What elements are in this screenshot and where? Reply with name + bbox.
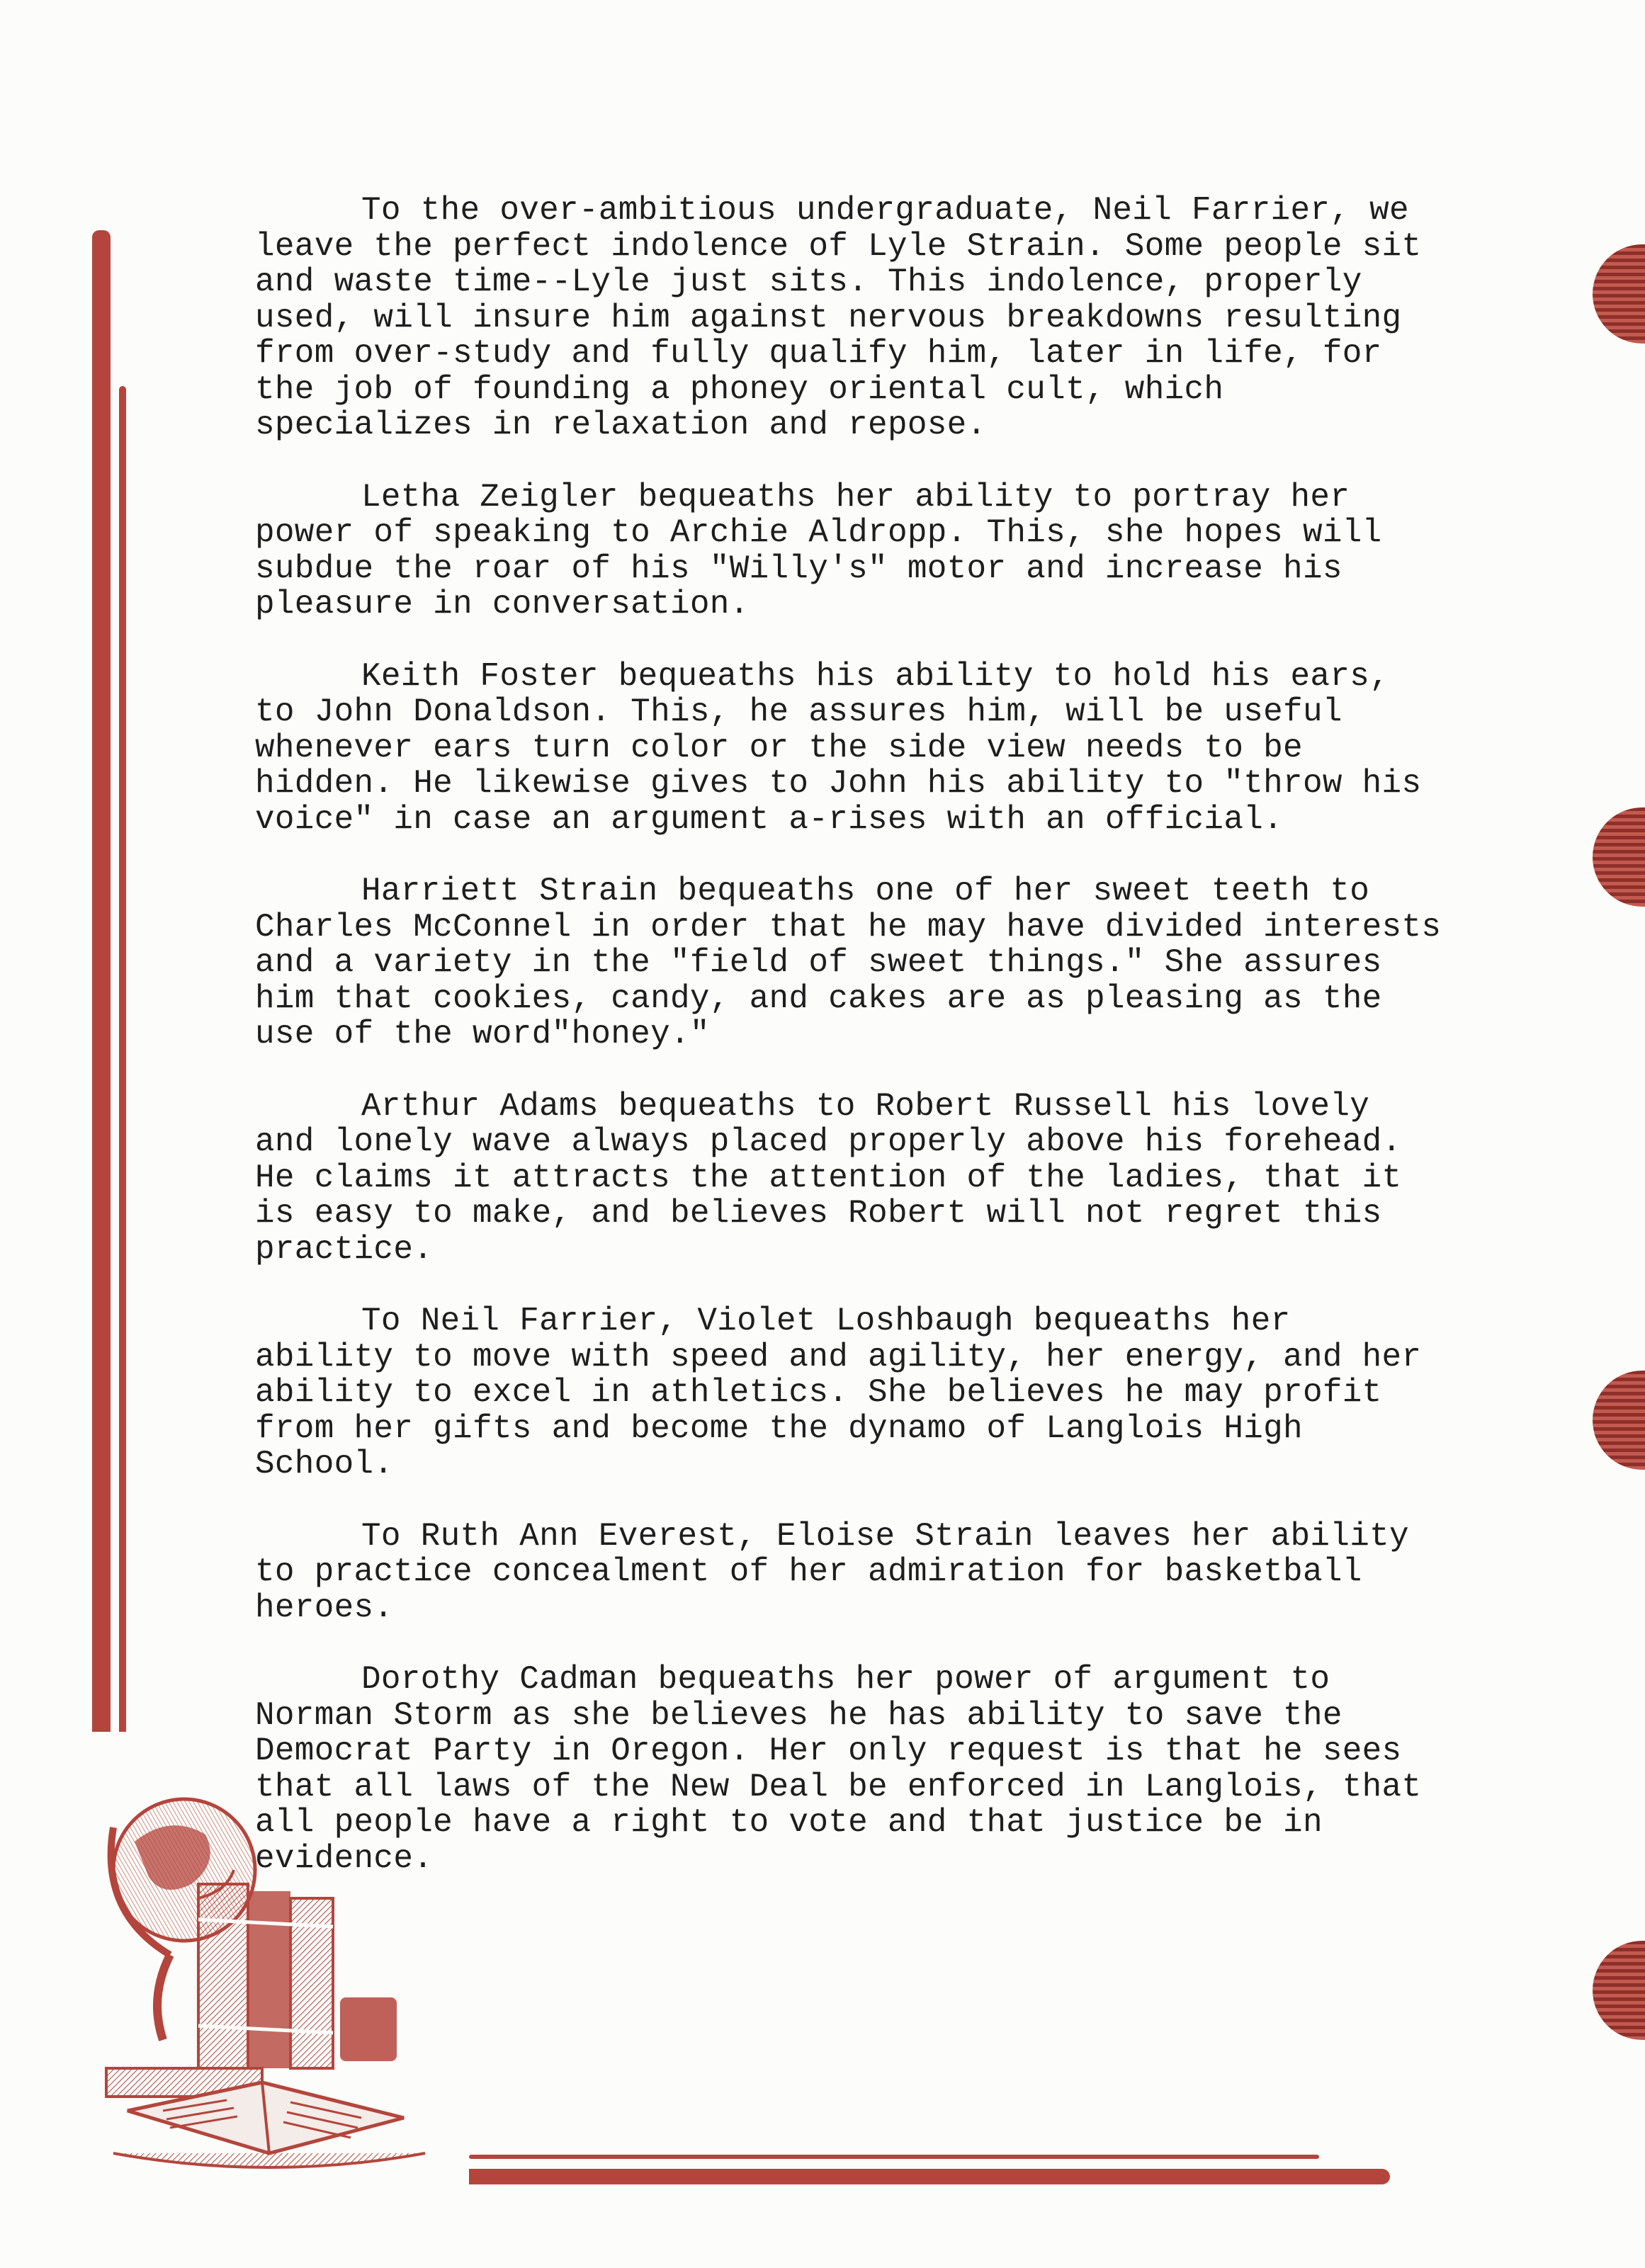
globe-and-books-icon [85, 1785, 453, 2182]
paragraph: Letha Zeigler bequeaths her ability to portray her power of speaking to Archie Aldropp. This, she hopes will subdue the roar of his "Willy's" motor and increase his pleasure in conversation. [255, 478, 1382, 623]
left-margin-bar-thin [119, 386, 126, 1732]
bottom-rule-thick [469, 2169, 1390, 2184]
paragraph: Harriett Strain bequeaths one of her sweet teeth to Charles McConnel in order that he may have divided interests and a variety in the "field of sweet things." She assures him that cookies, candy, and cakes are as pleasing as the use of the word"honey." [255, 873, 1442, 1053]
bottom-rule-thin [469, 2155, 1319, 2159]
binder-ring-icon [1593, 807, 1645, 907]
binder-ring-icon [1593, 1371, 1645, 1470]
paragraph: Keith Foster bequeaths his ability to hold his ears, to John Donaldson. This, he assures him, will be useful whenever ears turn color or the side view needs to be hidden. He likewise gives to John his ability to "throw his voice" in case an argument a-rises with an official. [255, 657, 1422, 838]
typed-text-body [255, 193, 1445, 1912]
left-margin-bar-thick [92, 230, 111, 1732]
paragraph: To the over-ambitious undergraduate, Neil Farrier, we leave the perfect indolence of Lyle Strain. Some people sit and waste time--Lyle just sits. This indolence, properly used, will insure him against nervous breakdowns resulting from over-study and fully qualify him, later in life, for the job of founding a phoney oriental cult, which specializes in relaxation and repose. [255, 192, 1422, 443]
paragraph: Dorothy Cadman bequeaths her power of argument to Norman Storm as she believes he has ability to save the Democrat Party in Oregon. Her only request is that he sees that all laws of the New Deal be enforced in Langlois, that all people have a right to vote and that justice be in evidence. [255, 1661, 1422, 1877]
paragraph: Arthur Adams bequeaths to Robert Russell his lovely and lonely wave always placed properly above his forehead. He claims it attracts the attention of the ladies, that it is easy to make, and believes Robert will not regret this practice. [255, 1087, 1402, 1268]
binder-ring-icon [1593, 1941, 1645, 2040]
binder-ring-icon [1593, 244, 1645, 344]
paragraph: To Ruth Ann Everest, Eloise Strain leaves her ability to practice concealment of her admiration for basketball heroes. [255, 1517, 1409, 1626]
paragraph: To Neil Farrier, Violet Loshbaugh bequeaths her ability to move with speed and agility, her energy, and her ability to excel in athletics. She believes he may profit from her gifts and become the dynamo of Langlois High School. [255, 1303, 1422, 1482]
